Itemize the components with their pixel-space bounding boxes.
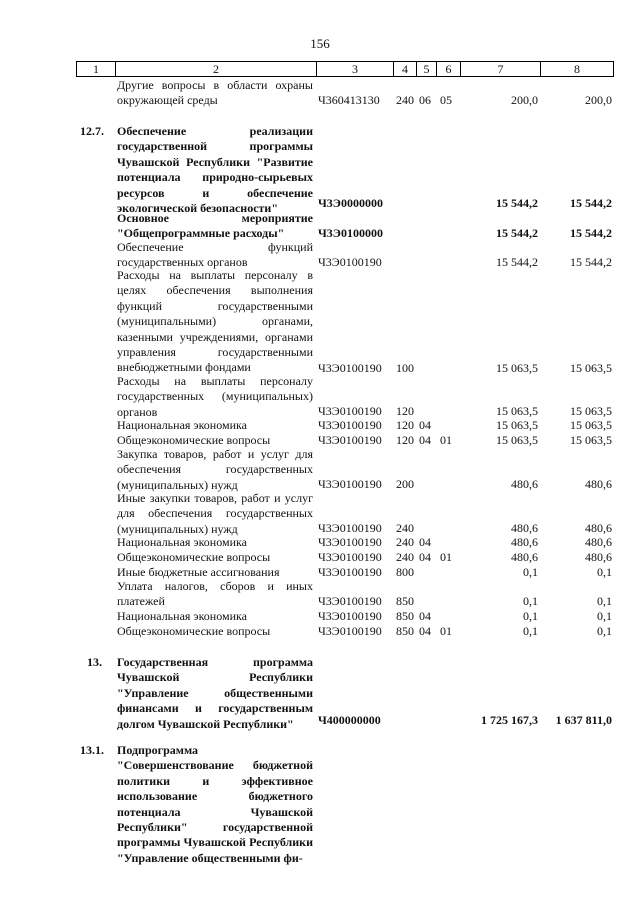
row-code: Ч360413130	[318, 93, 380, 107]
row-value-1: 0,1	[523, 594, 538, 608]
row-code: Ч3Э0100190	[318, 550, 382, 564]
row-value-1: 15 544,2	[496, 255, 538, 269]
row-value-2: 0,1	[597, 594, 612, 608]
row-value-1: 200,0	[511, 93, 538, 107]
row-name: Закупка товаров, работ и услуг для обеспечения государственных (муниципальных) нужд	[117, 447, 313, 492]
row-name: Национальная экономика	[117, 609, 247, 623]
row-vr: 120	[396, 404, 414, 418]
row-rz: 04	[419, 550, 431, 564]
row-code: Ч3Э0100190	[318, 433, 382, 447]
row-value-1: 0,1	[523, 565, 538, 579]
row-vr: 240	[396, 535, 414, 549]
row-name: Обеспечение функций государственных органов	[117, 240, 313, 270]
row-value-1: 0,1	[523, 609, 538, 623]
row-value-2: 15 063,5	[570, 404, 612, 418]
row-rz: 04	[419, 433, 431, 447]
row-name: Подпрограмма "Совершенствование бюджетной политики и эффективное использование бюджетного потенциала Чувашской Республики" государственной программы Чувашской Республики "Управление общественными фи-	[117, 743, 313, 865]
row-value-2: 0,1	[597, 565, 612, 579]
row-vr: 120	[396, 433, 414, 447]
header-col-1: 1	[76, 61, 115, 77]
row-value-1: 15 544,2	[496, 196, 538, 210]
row-rz: 06	[419, 93, 431, 107]
row-value-2: 15 544,2	[570, 196, 612, 210]
row-value-2: 480,6	[585, 477, 612, 491]
header-col-8: 8	[540, 61, 614, 77]
row-name: Основное мероприятие "Общепрограммные расходы"	[117, 211, 313, 241]
row-code: Ч3Э0100190	[318, 594, 382, 608]
row-value-1: 480,6	[511, 535, 538, 549]
row-vr: 240	[396, 550, 414, 564]
row-code: Ч3Э0100190	[318, 255, 382, 269]
row-rz: 04	[419, 535, 431, 549]
row-value-2: 15 063,5	[570, 433, 612, 447]
row-vr: 240	[396, 93, 414, 107]
row-vr: 800	[396, 565, 414, 579]
row-code: Ч3Э0100190	[318, 521, 382, 535]
row-code: Ч3Э0100190	[318, 609, 382, 623]
row-code: Ч3Э0100190	[318, 624, 382, 638]
row-vr: 850	[396, 594, 414, 608]
row-name: Другие вопросы в области охраны окружающей среды	[117, 78, 313, 108]
row-value-1: 15 063,5	[496, 361, 538, 375]
row-name: Иные бюджетные ассигнования	[117, 565, 280, 579]
header-col-6: 6	[436, 61, 460, 77]
row-value-1: 15 544,2	[496, 226, 538, 240]
row-value-2: 200,0	[585, 93, 612, 107]
row-name: Общеэкономические вопросы	[117, 550, 271, 564]
row-value-1: 1 725 167,3	[481, 713, 538, 727]
row-name: Расходы на выплаты персоналу в целях обеспечения выполнения функций государственными (муниципальными) органами, казенными учреждениями, органами управления государственными внебюджетными фондами	[117, 268, 313, 375]
header-col-5: 5	[416, 61, 436, 77]
row-number: 13.	[87, 655, 102, 669]
row-pr: 01	[440, 433, 452, 447]
row-name: Национальная экономика	[117, 535, 247, 549]
row-value-2: 15 063,5	[570, 361, 612, 375]
row-value-1: 15 063,5	[496, 433, 538, 447]
row-code: Ч3Э0100190	[318, 404, 382, 418]
row-value-1: 480,6	[511, 550, 538, 564]
row-name: Общеэкономические вопросы	[117, 433, 271, 447]
row-value-2: 15 063,5	[570, 418, 612, 432]
row-number: 12.7.	[80, 124, 104, 138]
row-vr: 850	[396, 609, 414, 623]
row-vr: 200	[396, 477, 414, 491]
row-name: Обеспечение реализации государственной программы Чувашской Республики "Развитие потенциала природно-сырьевых ресурсов и обеспечение экологической безопасности"	[117, 124, 313, 216]
row-number: 13.1.	[80, 743, 104, 757]
row-name: Национальная экономика	[117, 418, 247, 432]
header-col-4: 4	[393, 61, 416, 77]
header-col-2: 2	[115, 61, 316, 77]
row-code: Ч3Э0100000	[318, 226, 383, 240]
row-code: Ч3Э0100190	[318, 418, 382, 432]
header-col-7: 7	[460, 61, 540, 77]
row-rz: 04	[419, 418, 431, 432]
row-vr: 100	[396, 361, 414, 375]
row-code: Ч3Э0000000	[318, 196, 383, 210]
row-name: Расходы на выплаты персоналу государственных (муниципальных) органов	[117, 374, 313, 419]
row-code: Ч3Э0100190	[318, 361, 382, 375]
row-name: Иные закупки товаров, работ и услуг для обеспечения государственных (муниципальных) нужд	[117, 491, 313, 536]
row-value-1: 480,6	[511, 521, 538, 535]
row-value-1: 0,1	[523, 624, 538, 638]
row-code: Ч3Э0100190	[318, 565, 382, 579]
row-value-2: 15 544,2	[570, 255, 612, 269]
row-value-2: 480,6	[585, 521, 612, 535]
row-value-2: 480,6	[585, 535, 612, 549]
row-value-2: 1 637 811,0	[555, 713, 612, 727]
row-vr: 240	[396, 521, 414, 535]
row-pr: 01	[440, 550, 452, 564]
row-value-1: 15 063,5	[496, 418, 538, 432]
row-code: Ч3Э0100190	[318, 477, 382, 491]
row-name: Общеэкономические вопросы	[117, 624, 271, 638]
row-value-1: 480,6	[511, 477, 538, 491]
row-pr: 01	[440, 624, 452, 638]
row-value-2: 15 544,2	[570, 226, 612, 240]
row-pr: 05	[440, 93, 452, 107]
row-name: Уплата налогов, сборов и иных платежей	[117, 579, 313, 609]
page-number: 156	[310, 36, 330, 51]
row-rz: 04	[419, 609, 431, 623]
row-value-2: 0,1	[597, 624, 612, 638]
row-vr: 850	[396, 624, 414, 638]
row-code: Ч3Э0100190	[318, 535, 382, 549]
row-value-1: 15 063,5	[496, 404, 538, 418]
row-value-2: 0,1	[597, 609, 612, 623]
header-col-3: 3	[316, 61, 393, 77]
row-rz: 04	[419, 624, 431, 638]
row-vr: 120	[396, 418, 414, 432]
row-code: Ч400000000	[318, 713, 381, 727]
row-value-2: 480,6	[585, 550, 612, 564]
row-name: Государственная программа Чувашской Республики "Управление общественными финансами и государственным долгом Чувашской Республики"	[117, 655, 313, 731]
